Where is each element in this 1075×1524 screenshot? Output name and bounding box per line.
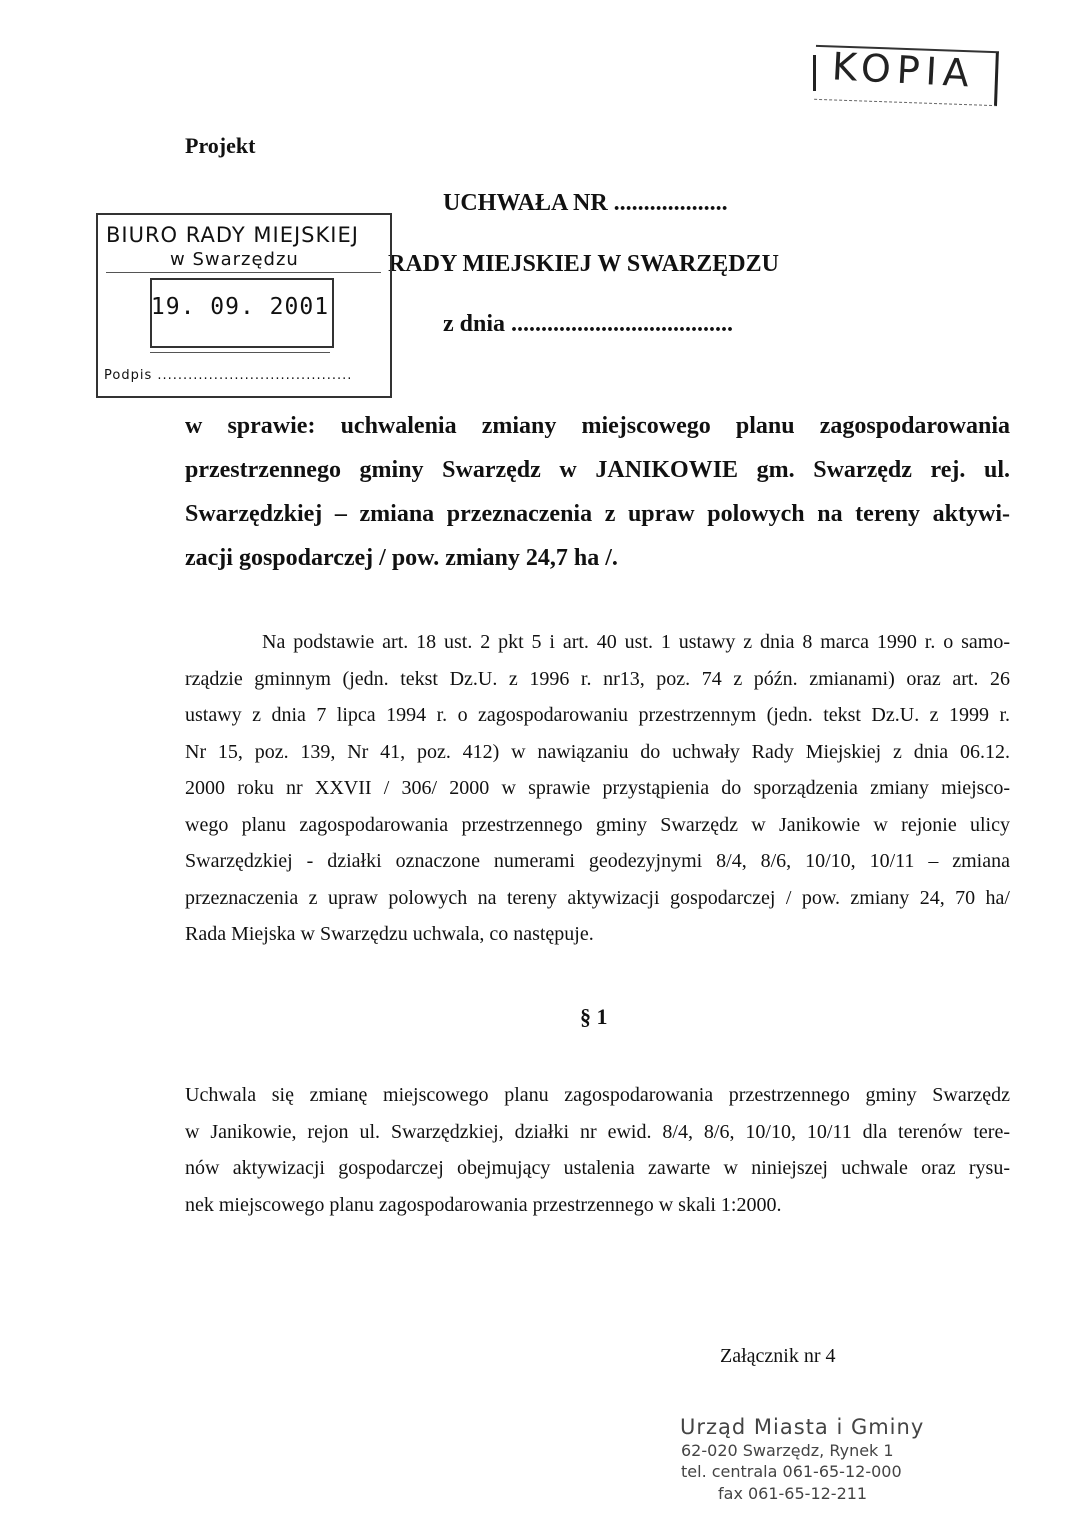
received-stamp-signature: Podpis ......................................: [104, 368, 353, 383]
received-stamp-city: w Swarzędzu: [170, 249, 299, 270]
paragraph-line: wego planu zagospodarowania przestrzennego gminy Swarzędz w Janikowie w rejonie ulicy: [185, 813, 1010, 836]
legal-basis-paragraph: [185, 624, 1010, 953]
council-name: RADY MIEJSKIEJ W SWARZĘDZU: [388, 251, 779, 277]
section-line: nów aktywizacji gospodarczej obejmujący ustalenia zawarte w niniejszej uchwale oraz rysu-: [185, 1157, 1010, 1179]
section-line: w Janikowie, rejon ul. Swarzędzkiej, działki nr ewid. 8/4, 8/6, 10/10, 10/11 dla terenów tere-: [185, 1120, 1010, 1143]
paragraph-line: Nr 15, poz. 139, Nr 41, poz. 412) w nawiązaniu do uchwały Rady Miejskiej z dnia 06.12.: [185, 740, 1010, 763]
kopia-stamp: KOPIA: [830, 44, 976, 96]
projekt-label: Projekt: [185, 133, 256, 158]
office-stamp-address: 62-020 Swarzędz, Rynek 1: [681, 1441, 894, 1460]
section-sign: § 1: [580, 1004, 608, 1029]
paragraph-line: przeznaczenia z upraw polowych na tereny aktywizacji gospodarczej / pow. zmiany 24, 70 ha/: [185, 886, 1010, 909]
kopia-stamp-bar: [813, 55, 816, 91]
received-stamp-office: BIURO RADY MIEJSKIEJ: [106, 223, 359, 247]
paragraph-line: Na podstawie art. 18 ust. 2 pkt 5 i art. 40 ust. 1 ustawy z dnia 8 marca 1990 r. o samo-: [262, 631, 1010, 653]
paragraph-line: 2000 roku nr XXVII / 306/ 2000 w sprawie przystąpienia do sporządzenia zmiany miejsco-: [185, 777, 1010, 799]
subject-line: zacji gospodarczej / pow. zmiany 24,7 ha /.: [185, 545, 618, 571]
section-line: Uchwala się zmianę miejscowego planu zagospodarowania przestrzennego gminy Swarzędz: [185, 1084, 1010, 1106]
received-stamp-divider: [106, 272, 381, 273]
paragraph-line: Rada Miejska w Swarzędzu uchwala, co następuje.: [185, 923, 594, 945]
office-stamp-fax: fax 061-65-12-211: [718, 1484, 868, 1503]
received-stamp-date: 19. 09. 2001: [150, 294, 330, 320]
office-stamp-name: Urząd Miasta i Gminy: [680, 1415, 925, 1439]
section-1-text: [185, 1077, 1010, 1223]
resolution-subject: [185, 404, 1010, 580]
resolution-number: UCHWAŁA NR ...................: [443, 190, 728, 216]
subject-line: Swarzędzkiej – zmiana przeznaczenia z upraw polowych na tereny aktywi-: [185, 501, 1010, 527]
subject-line: przestrzennego gminy Swarzędz w JANIKOWIE gm. Swarzędz rej. ul.: [185, 457, 1010, 483]
paragraph-line: Swarzędzkiej - działki oznaczone numerami geodezyjnymi 8/4, 8/6, 10/10, 10/11 – zmiana: [185, 850, 1010, 872]
received-stamp-date-underline: [150, 352, 330, 353]
attachment-label: Załącznik nr 4: [720, 1345, 836, 1367]
section-line: nek miejscowego planu zagospodarowania przestrzennego w skali 1:2000.: [185, 1193, 782, 1216]
paragraph-line: ustawy z dnia 7 lipca 1994 r. o zagospodarowaniu przestrzennym (jedn. tekst Dz.U. z 1999 r.: [185, 704, 1010, 726]
office-stamp-phone: tel. centrala 061-65-12-000: [681, 1462, 902, 1481]
subject-line: w sprawie: uchwalenia zmiany miejscowego planu zagospodarowania: [185, 413, 1010, 439]
paragraph-line: rządzie gminnym (jedn. tekst Dz.U. z 1996 r. nr13, poz. 74 z późn. zmianami) oraz art. 26: [185, 667, 1010, 690]
resolution-date: z dnia .....................................: [443, 311, 734, 337]
